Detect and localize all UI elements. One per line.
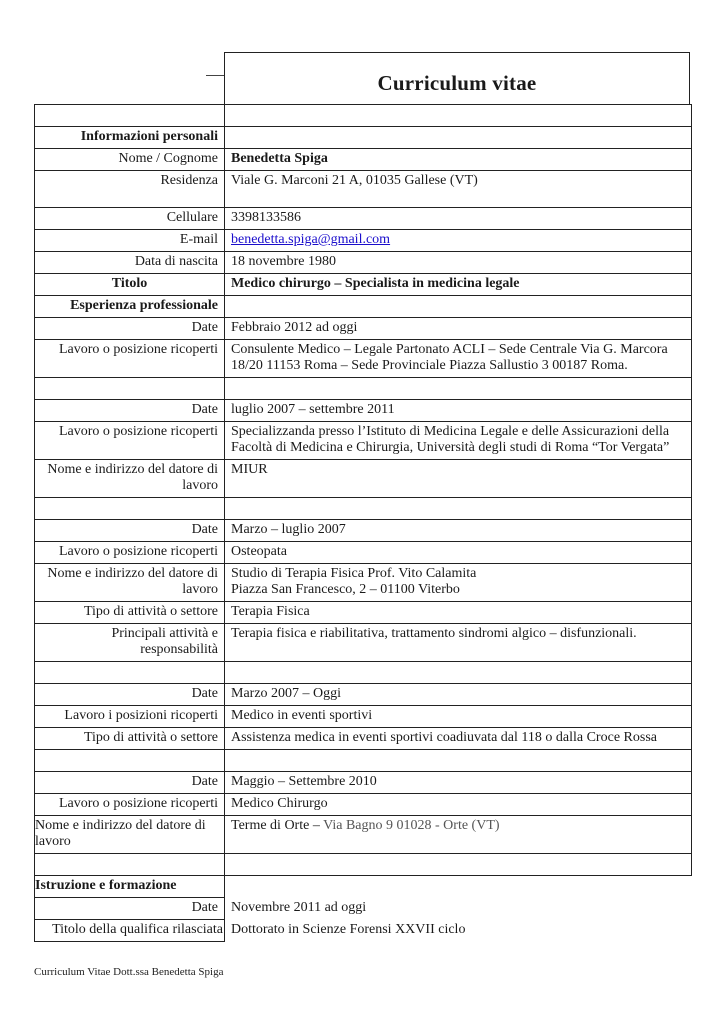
job5-employer-label xyxy=(35,816,225,854)
job2-position-row xyxy=(35,422,692,460)
job2-employer: MIUR xyxy=(225,460,692,498)
label-name: Nome / Cognome xyxy=(35,149,225,171)
job4-position: Medico in eventi sportivi xyxy=(225,706,692,728)
row-phone xyxy=(35,208,692,230)
job5-employer xyxy=(225,816,692,854)
job2-position xyxy=(225,422,692,460)
job4-position-row xyxy=(35,706,692,728)
job3-duties-row xyxy=(35,624,692,662)
job2-position-line1: Specializzanda presso l’Istituto di Medicina Legale e delle Assicurazioni della xyxy=(231,424,670,439)
section-heading-education: Istruzione e formazione xyxy=(35,876,225,898)
job3-duties-label-line2: responsabilità xyxy=(140,642,218,657)
row-birth xyxy=(35,252,692,274)
job5-employer-main: Terme di Orte – xyxy=(231,818,324,833)
job5-position-row xyxy=(35,794,692,816)
job2-employer-row xyxy=(35,460,692,498)
job3-date: Marzo – luglio 2007 xyxy=(225,520,692,542)
section-row-experience xyxy=(35,296,692,318)
job2-employer-label xyxy=(35,460,225,498)
label-title: Titolo xyxy=(35,274,225,296)
value-residence: Viale G. Marconi 21 A, 01035 Gallese (VT) xyxy=(225,171,692,208)
job5-position-label: Lavoro o posizione ricoperti xyxy=(35,794,225,816)
label-phone: Cellulare xyxy=(35,208,225,230)
row-residence xyxy=(35,171,692,208)
job1-date-label: Date xyxy=(35,318,225,340)
spacer-row xyxy=(35,854,692,876)
education-qualification-row xyxy=(35,920,692,942)
job3-date-label: Date xyxy=(35,520,225,542)
job5-employer-row xyxy=(35,816,692,854)
job2-employer-label-line2: lavoro xyxy=(182,478,218,493)
education-date-label: Date xyxy=(35,898,225,920)
job4-sector-row xyxy=(35,728,692,750)
job1-date-row xyxy=(35,318,692,340)
job1-position-label: Lavoro o posizione ricoperti xyxy=(35,340,225,378)
job3-employer-label-line2: lavoro xyxy=(182,582,218,597)
job5-date: Maggio – Settembre 2010 xyxy=(225,772,692,794)
job1-position-line2: 18/20 11153 Roma – Sede Provinciale Piazza Sallustio 3 00187 Roma. xyxy=(231,358,628,373)
value-phone: 3398133586 xyxy=(225,208,692,230)
title-dash xyxy=(206,75,224,76)
job3-employer-label-line1: Nome e indirizzo del datore di xyxy=(47,566,218,581)
spacer-row xyxy=(35,105,692,127)
education-qualification: Dottorato in Scienze Forensi XXVII ciclo xyxy=(225,920,692,942)
label-birth: Data di nascita xyxy=(35,252,225,274)
job3-sector-row xyxy=(35,602,692,624)
spacer-row xyxy=(35,378,692,400)
job3-employer-line2: Piazza San Francesco, 2 – 01100 Viterbo xyxy=(231,582,460,597)
job5-date-label: Date xyxy=(35,772,225,794)
job3-duties-label-line1: Principali attività e xyxy=(111,626,218,641)
job5-employer-label-line2: lavoro xyxy=(35,834,71,849)
job3-date-row xyxy=(35,520,692,542)
job4-sector: Assistenza medica in eventi sportivi coadiuvata dal 118 o dalla Croce Rossa xyxy=(225,728,692,750)
spacer-row xyxy=(35,498,692,520)
job4-date-label: Date xyxy=(35,684,225,706)
row-email xyxy=(35,230,692,252)
education-date-row xyxy=(35,898,692,920)
job3-position: Osteopata xyxy=(225,542,692,564)
value-birth: 18 novembre 1980 xyxy=(225,252,692,274)
section-row-education xyxy=(35,876,692,898)
job3-employer-line1: Studio di Terapia Fisica Prof. Vito Calamita xyxy=(231,566,477,581)
label-residence: Residenza xyxy=(35,171,225,208)
spacer-row xyxy=(35,662,692,684)
page-footer: Curriculum Vitae Dott.ssa Benedetta Spiga xyxy=(34,966,224,978)
job3-employer xyxy=(225,564,692,602)
title-box xyxy=(224,52,690,104)
job3-position-label: Lavoro o posizione ricoperti xyxy=(35,542,225,564)
job5-position: Medico Chirurgo xyxy=(225,794,692,816)
job5-employer-label-line1: Nome e indirizzo del datore di xyxy=(35,818,206,833)
job5-employer-address: Via Bagno 9 01028 - Orte (VT) xyxy=(323,818,500,833)
job3-sector: Terapia Fisica xyxy=(225,602,692,624)
job2-employer-label-line1: Nome e indirizzo del datore di xyxy=(47,462,218,477)
value-name: Benedetta Spiga xyxy=(225,149,692,171)
job3-sector-label: Tipo di attività o settore xyxy=(35,602,225,624)
job3-duties-label xyxy=(35,624,225,662)
job1-position-row xyxy=(35,340,692,378)
job2-position-line2: Facoltà di Medicina e Chirurgia, Università degli studi di Roma “Tor Vergata” xyxy=(231,440,670,455)
job2-date: luglio 2007 – settembre 2011 xyxy=(225,400,692,422)
education-qualification-label: Titolo della qualifica rilasciata xyxy=(35,920,225,942)
job4-date: Marzo 2007 – Oggi xyxy=(225,684,692,706)
row-name xyxy=(35,149,692,171)
job3-employer-row xyxy=(35,564,692,602)
section-row-personal xyxy=(35,127,692,149)
job1-position-line1: Consulente Medico – Legale Partonato ACLI – Sede Centrale Via G. Marcora xyxy=(231,342,668,357)
cv-table xyxy=(34,104,692,942)
section-heading-experience: Esperienza professionale xyxy=(35,296,225,318)
job3-employer-label xyxy=(35,564,225,602)
job1-position xyxy=(225,340,692,378)
job3-duties: Terapia fisica e riabilitativa, trattamento sindromi algico – disfunzionali. xyxy=(225,624,692,662)
job4-sector-label: Tipo di attività o settore xyxy=(35,728,225,750)
education-date: Novembre 2011 ad oggi xyxy=(225,898,692,920)
spacer-row xyxy=(35,750,692,772)
job2-position-label: Lavoro o posizione ricoperti xyxy=(35,422,225,460)
job4-position-label: Lavoro i posizioni ricoperti xyxy=(35,706,225,728)
email-link[interactable]: benedetta.spiga@gmail.com xyxy=(231,232,391,247)
value-title: Medico chirurgo – Specialista in medicina legale xyxy=(225,274,692,296)
section-heading-personal: Informazioni personali xyxy=(35,127,225,149)
job2-date-row xyxy=(35,400,692,422)
row-title xyxy=(35,274,692,296)
label-email: E-mail xyxy=(35,230,225,252)
job2-date-label: Date xyxy=(35,400,225,422)
job3-position-row xyxy=(35,542,692,564)
document-title: Curriculum vitae xyxy=(377,71,537,95)
job5-date-row xyxy=(35,772,692,794)
job1-date: Febbraio 2012 ad oggi xyxy=(225,318,692,340)
job4-date-row xyxy=(35,684,692,706)
